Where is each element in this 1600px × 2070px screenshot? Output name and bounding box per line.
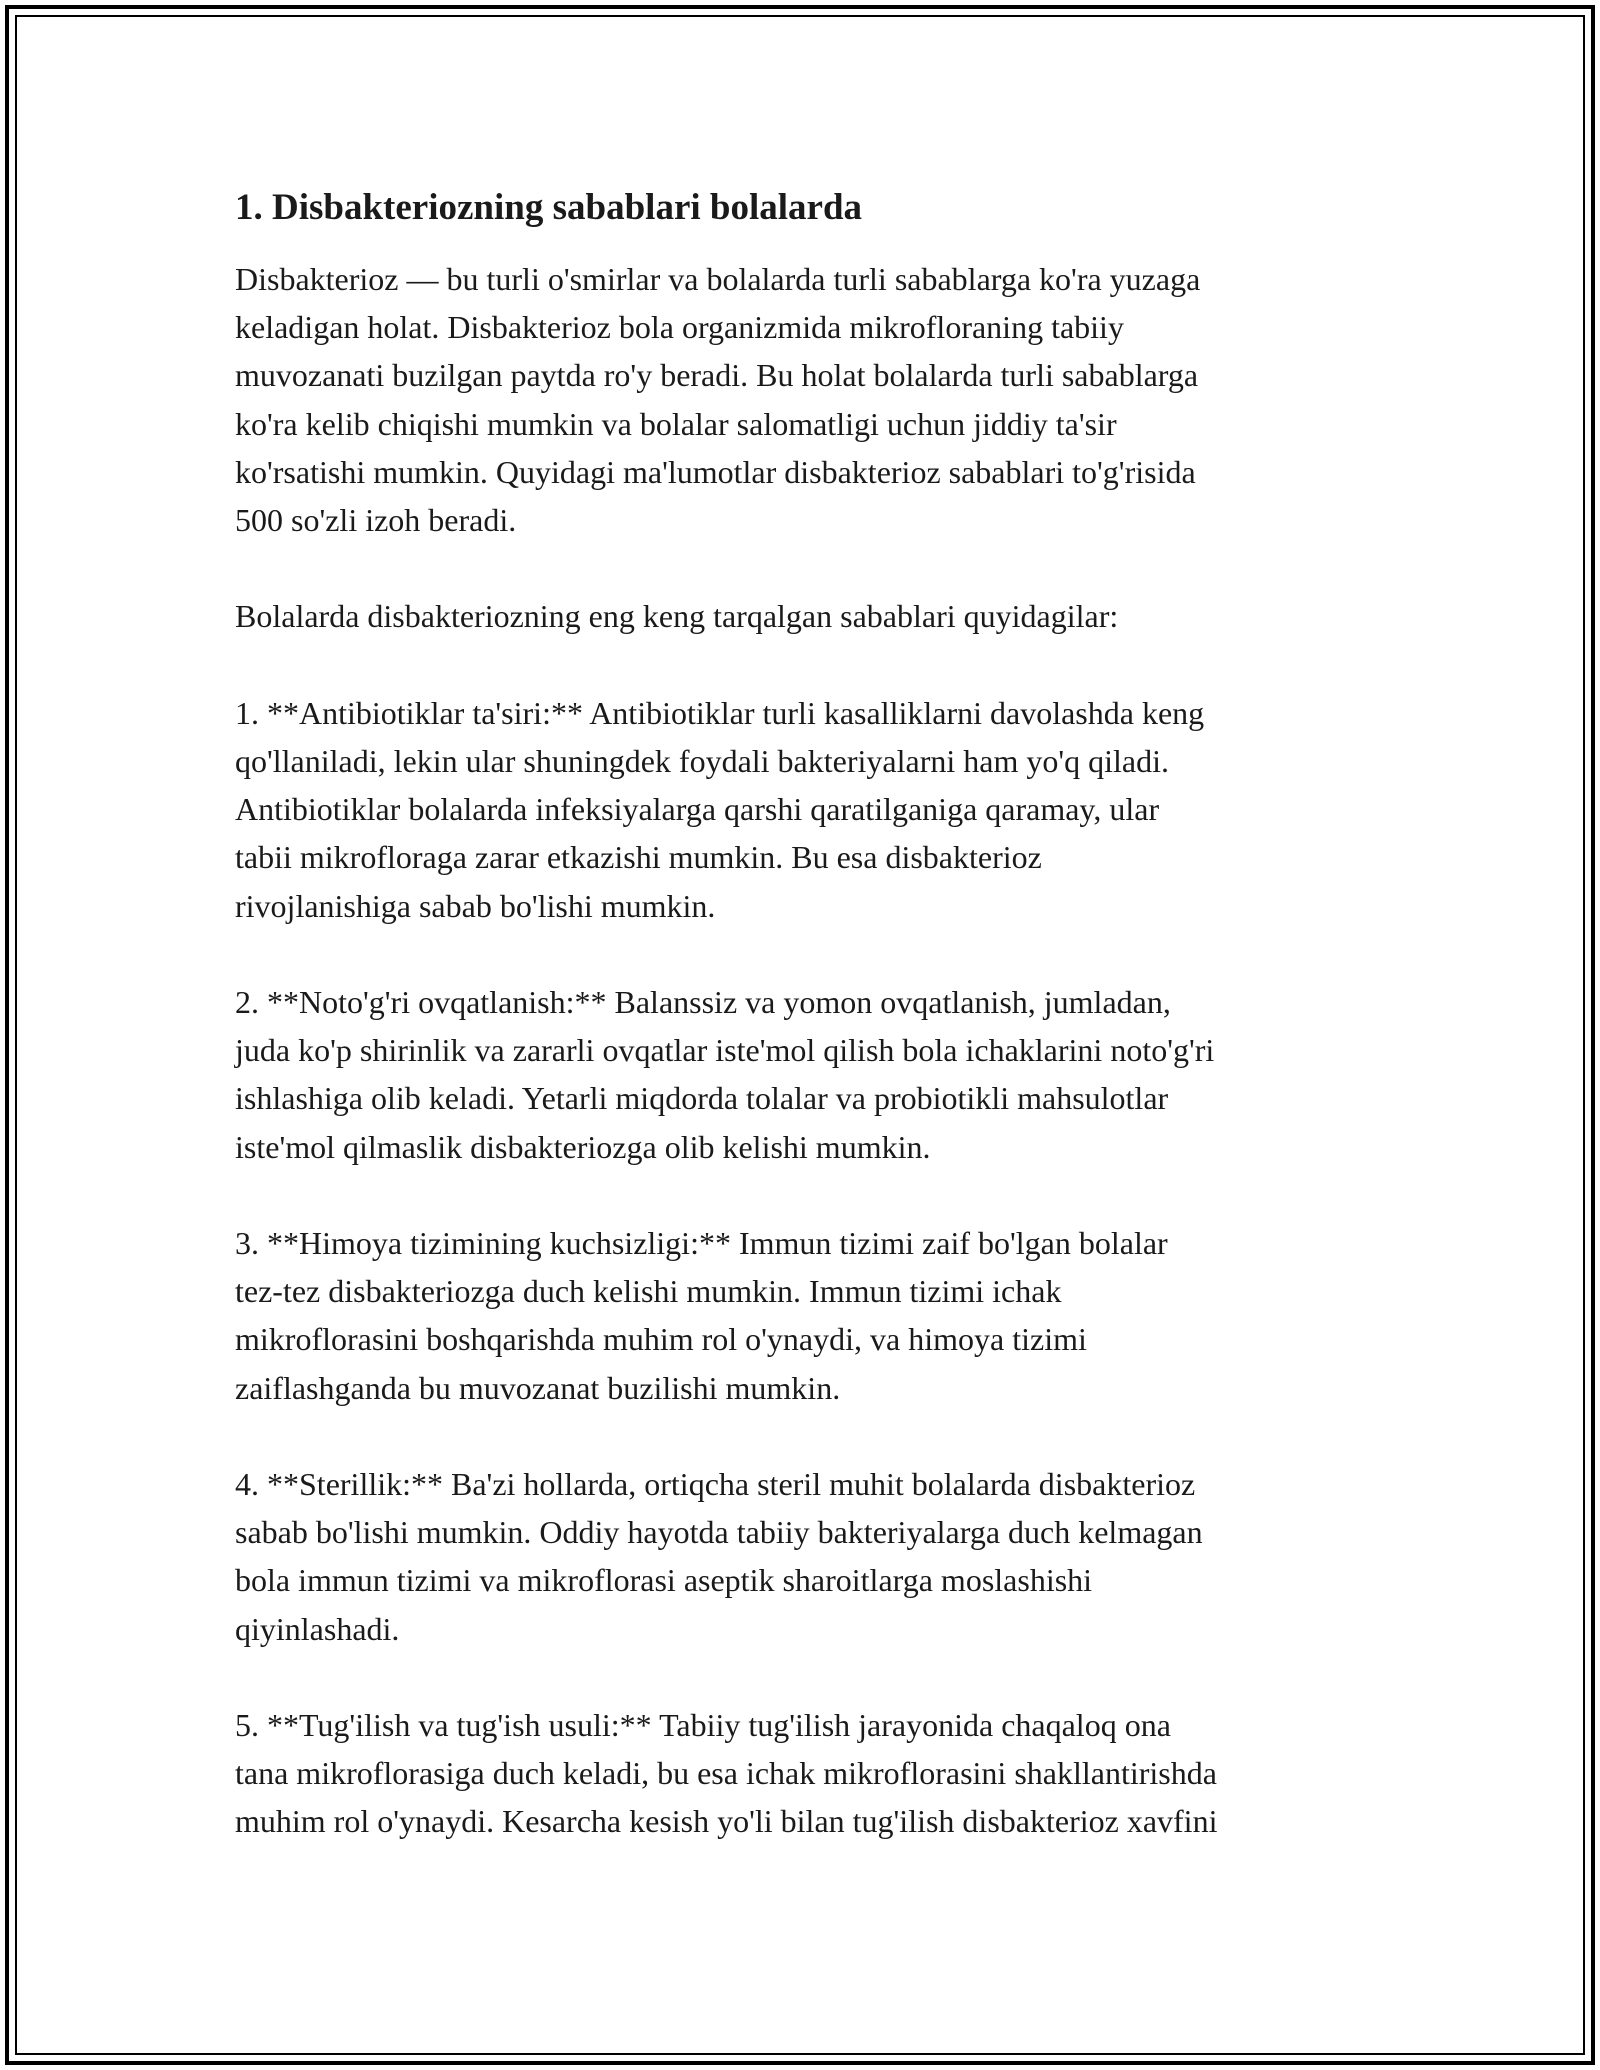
paragraph-gap — [235, 544, 1375, 592]
list-item-birth-method — [235, 1701, 1375, 1846]
list-item-antibiotics — [235, 689, 1375, 930]
text-line: keladigan holat. Disbakterioz bola organizmida mikrofloraning tabiiy — [235, 309, 1124, 346]
list-item-nutrition — [235, 978, 1375, 1171]
text-line: mikroflorasini boshqarishda muhim rol o'ynaydi, va himoya tizimi — [235, 1321, 1087, 1358]
text-line: juda ko'p shirinlik va zararli ovqatlar iste'mol qilish bola ichaklarini noto'g'ri — [235, 1032, 1215, 1069]
text-line: tabii mikrofloraga zarar etkazishi mumkin. Bu esa disbakterioz — [235, 839, 1042, 876]
lead-in-paragraph — [235, 592, 1375, 640]
text-line: Bolalarda disbakteriozning eng keng tarqalgan sabablari quyidagilar: — [235, 598, 1119, 635]
text-line: muhim rol o'ynaydi. Kesarcha kesish yo'li bilan tug'ilish disbakterioz xavfini — [235, 1803, 1218, 1840]
text-line: Disbakterioz — bu turli o'smirlar va bolalarda turli sabablarga ko'ra yuzaga — [235, 261, 1201, 297]
text-line: 4. **Sterillik:** Ba'zi hollarda, ortiqcha steril muhit bolalarda disbakterioz — [235, 1466, 1196, 1502]
text-line: qo'llaniladi, lekin ular shuningdek foydali bakteriyalarni ham yo'q qiladi. — [235, 743, 1169, 779]
intro-paragraph — [235, 255, 1375, 544]
text-line: muvozanati buzilgan paytda ro'y beradi. Bu holat bolalarda turli sabablarga — [235, 357, 1199, 394]
text-line: 1. **Antibiotiklar ta'siri:** Antibiotiklar turli kasalliklarni davolashda keng — [235, 694, 1205, 731]
text-line: ko'rsatishi mumkin. Quyidagi ma'lumotlar disbakterioz sabablari to'g'risida — [235, 453, 1196, 490]
text-line: ko'ra kelib chiqishi mumkin va bolalar salomatligi uchun jiddiy ta'sir — [235, 405, 1117, 442]
text-line: zaiflashganda bu muvozanat buzilishi mumkin. — [235, 1369, 841, 1406]
paragraph-gap — [235, 930, 1375, 978]
paragraph-gap — [235, 641, 1375, 689]
text-line: qiyinlashadi. — [235, 1610, 400, 1647]
paragraph-gap — [235, 1412, 1375, 1460]
section-heading: 1. Disbakteriozning sabablari bolalarda — [235, 187, 863, 228]
text-line: rivojlanishiga sabab bo'lishi mumkin. — [235, 887, 716, 924]
text-line: 3. **Himoya tizimining kuchsizligi:** Immun tizimi zaif bo'lgan bolalar — [235, 1225, 1168, 1261]
text-line: Antibiotiklar bolalarda infeksiyalarga qarshi qaratilganiga qaramay, ular — [235, 791, 1160, 828]
list-item-immune-system — [235, 1219, 1375, 1412]
text-line: 2. **Noto'g'ri ovqatlanish:** Balanssiz va yomon ovqatlanish, jumladan, — [235, 984, 1171, 1020]
text-line: bola immun tizimi va mikroflorasi aseptik sharoitlarga moslashishi — [235, 1562, 1093, 1599]
text-line: 5. **Tug'ilish va tug'ish usuli:** Tabiiy tug'ilish jarayonida chaqaloq ona — [235, 1707, 1171, 1743]
document-body — [235, 185, 1375, 1846]
text-line: tez-tez disbakteriozga duch kelishi mumkin. Immun tizimi ichak — [235, 1273, 1062, 1310]
text-line: 500 so'zli izoh beradi. — [235, 502, 517, 539]
text-line: tana mikroflorasiga duch keladi, bu esa ichak mikroflorasini shakllantirishda — [235, 1755, 1217, 1792]
text-line: ishlashiga olib keladi. Yetarli miqdorda tolalar va probiotikli mahsulotlar — [235, 1080, 1169, 1117]
text-line: iste'mol qilmaslik disbakteriozga olib kelishi mumkin. — [235, 1128, 931, 1165]
paragraph-gap — [235, 1171, 1375, 1219]
list-item-sterility — [235, 1460, 1375, 1653]
paragraph-gap — [235, 1653, 1375, 1701]
text-line: sabab bo'lishi mumkin. Oddiy hayotda tabiiy bakteriyalarga duch kelmagan — [235, 1514, 1203, 1551]
